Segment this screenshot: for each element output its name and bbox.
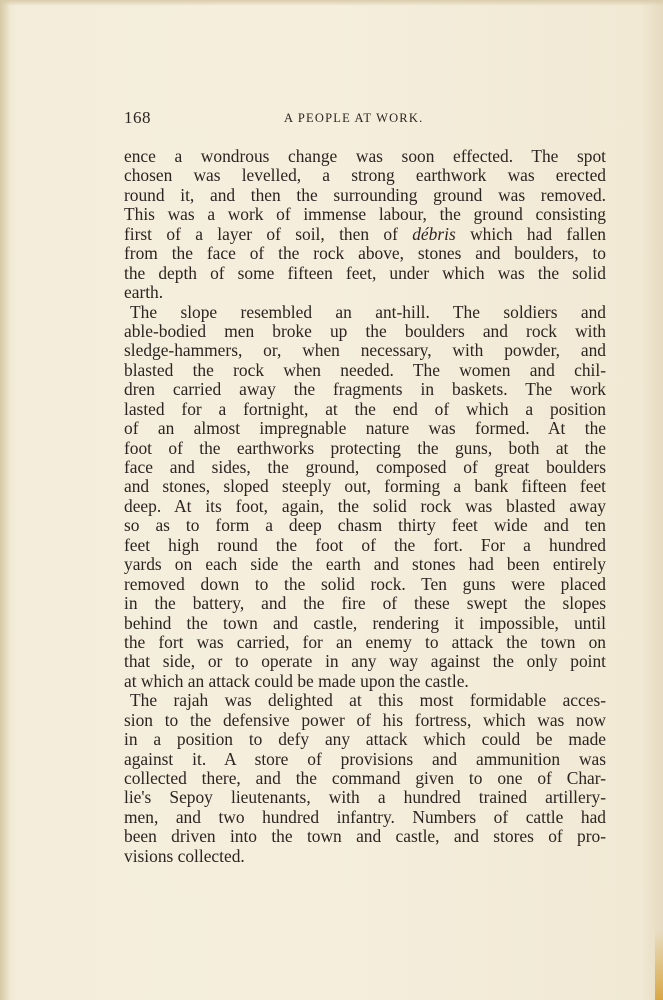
text-line: round it, and then the surrounding ground was removed. [124, 184, 606, 205]
text-line: yards on each side the earth and stones had been entirely [124, 554, 606, 575]
text-line: feet high round the foot of the fort. For a hundred [124, 534, 606, 555]
text-line: in a position to defy any attack which could be made [124, 729, 606, 750]
text-line: been driven into the town and castle, and stores of pro- [124, 826, 606, 847]
text-line: able-bodied men broke up the boulders and rock with [124, 320, 606, 341]
text-line: from the face of the rock above, stones and boulders, to [124, 243, 606, 264]
text-line: the fort was carried, for an enemy to attack the town on [124, 631, 606, 652]
text-line: sledge-hammers, or, when necessary, with powder, and [124, 340, 606, 361]
text-line: ence a wondrous change was soon effected. The spot [124, 146, 606, 166]
text-line: sion to the defensive power of his fortress, which was now [124, 709, 606, 730]
text-line: This was a work of immense labour, the ground consisting [124, 204, 606, 225]
text-line: collected there, and the command given to one of Char- [124, 768, 606, 788]
page-binding-edge [0, 0, 10, 1000]
text-line: dren carried away the fragments in baskets. The work [124, 379, 606, 400]
text-line: deep. At its foot, again, the solid rock was blasted away [124, 495, 606, 516]
text-line: removed down to the solid rock. Ten guns were placed [124, 573, 606, 594]
body-text [124, 147, 606, 866]
text-line: blasted the rock when needed. The women and chil- [124, 359, 606, 380]
text-line: at which an attack could be made upon the castle. [124, 670, 469, 691]
text-line: first of a layer of soil, then of débris which had fallen [124, 223, 606, 244]
text-line: face and sides, the ground, composed of great boulders [124, 457, 606, 477]
text-line: that side, or to operate in any way against the only point [124, 651, 606, 672]
text-line: in the battery, and the fire of these swept the slopes [124, 593, 606, 614]
text-line: chosen was levelled, a strong earthwork was erected [124, 165, 606, 186]
text-line: earth. [124, 282, 164, 303]
text-line: and stones, sloped steeply out, forming a bank fifteen feet [124, 476, 606, 497]
text-line: lie's Sepoy lieutenants, with a hundred trained artillery- [124, 787, 606, 808]
text-line: against it. A store of provisions and ammunition was [124, 748, 606, 769]
text-line: of an almost impregnable nature was formed. At the [124, 418, 606, 439]
page-edge-stain [655, 930, 663, 1000]
page-number: 168 [124, 108, 151, 127]
running-header [124, 108, 606, 130]
running-title: A PEOPLE AT WORK. [284, 111, 424, 125]
text-line: visions collected. [124, 845, 245, 866]
text-line: men, and two hundred infantry. Numbers of cattle had [124, 806, 606, 827]
paragraph-start: The rajah was delighted at this most formidable acces- [130, 690, 606, 711]
paragraph-start: The slope resembled an ant-hill. The soldiers and [130, 301, 606, 322]
text-line: the depth of some fifteen feet, under which was the solid [124, 262, 606, 283]
text-line: behind the town and castle, rendering it impossible, until [124, 612, 606, 633]
page-top-edge [0, 0, 663, 6]
italic-term: débris [412, 223, 456, 244]
text-line: foot of the earthworks protecting the guns, both at the [124, 437, 606, 458]
text-line: lasted for a fortnight, at the end of which a position [124, 398, 606, 419]
text-line: so as to form a deep chasm thirty feet wide and ten [124, 515, 606, 536]
